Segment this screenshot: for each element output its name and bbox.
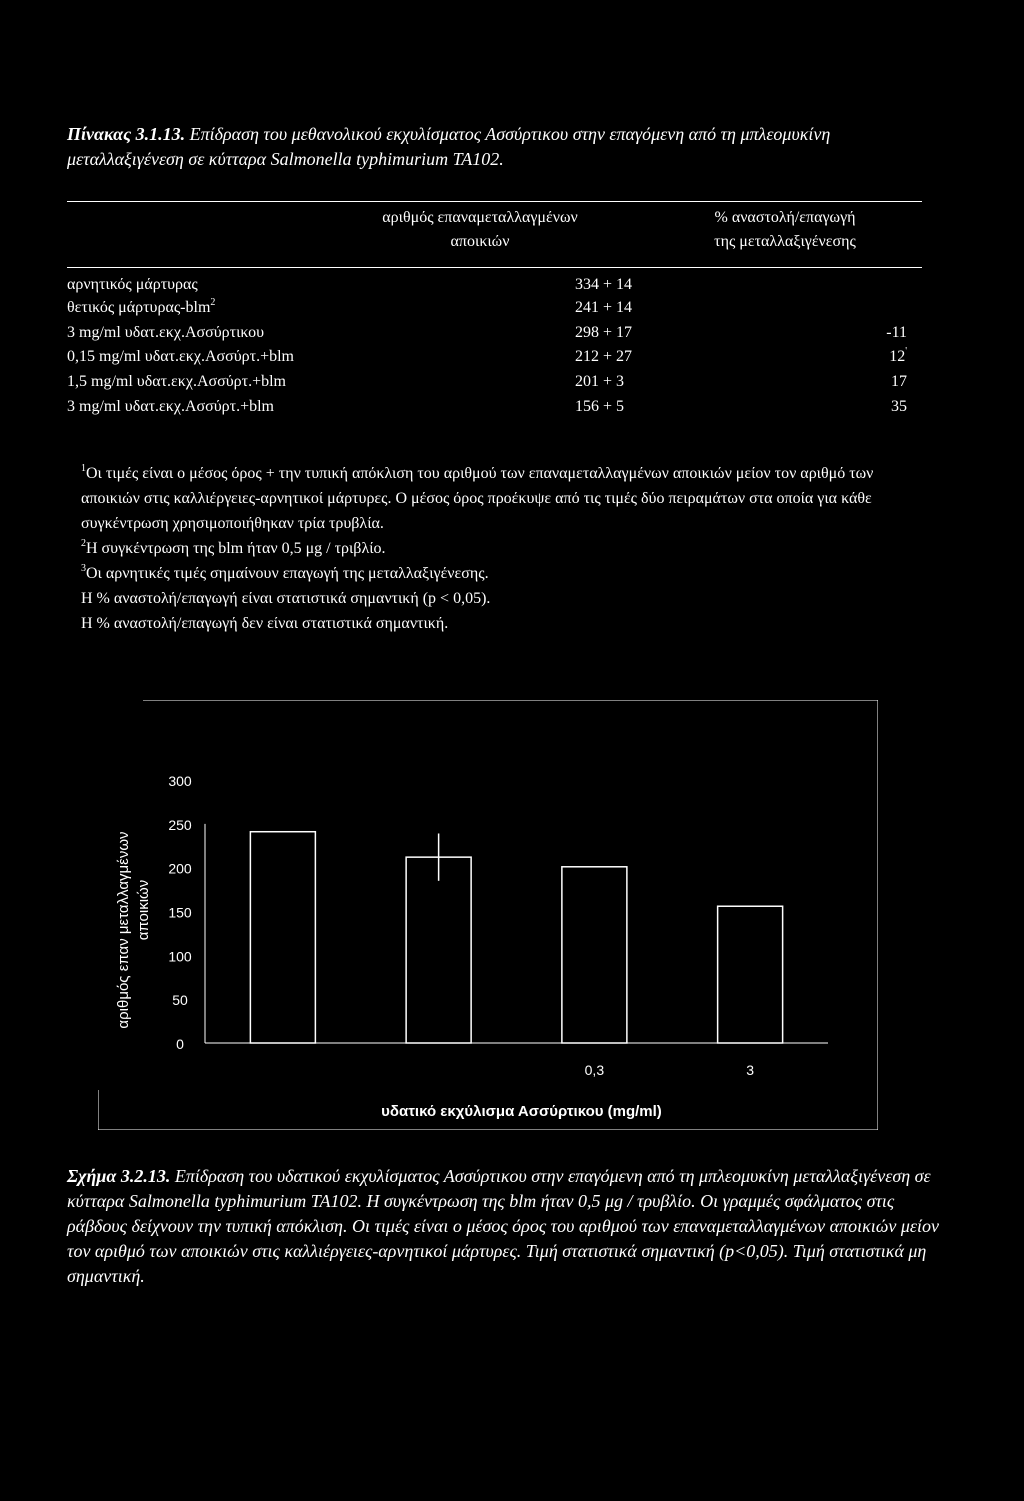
row-label: 1,5 mg/ml υδατ.εκχ.Ασσύρτ.+blm — [67, 373, 286, 390]
footnote-3-mark: 3 — [81, 563, 86, 574]
row-value: 334 + 14 — [575, 276, 633, 293]
y-axis-label: αριθμός επαν μεταλλαγμένων — [115, 831, 132, 1029]
row-value: 212 + 27 — [575, 348, 633, 365]
bar-chart — [98, 700, 878, 1130]
table-footnotes — [81, 461, 911, 636]
table-header-percent-line1: % αναστολή/επαγωγή — [714, 209, 856, 226]
row-percent: 35 — [891, 398, 907, 415]
y-tick-label: 0 — [176, 1036, 184, 1052]
table-row — [67, 299, 907, 323]
x-tick-label: 3 — [746, 1062, 755, 1078]
figure-caption — [67, 1164, 947, 1289]
row-label: 3 mg/ml υδατ.εκχ.Ασσύρτικου — [67, 324, 265, 341]
footnote-2 — [81, 536, 911, 561]
footnote-4: Η % αναστολή/επαγωγή είναι στατιστικά σημαντική (p < 0,05). — [81, 590, 491, 607]
footnote-1 — [81, 461, 911, 536]
y-tick-label: 250 — [168, 816, 192, 833]
bar — [562, 867, 627, 1043]
table-header-percent-line2: της μεταλλαξιγένεσης — [714, 233, 856, 250]
x-tick-label: 0,3 — [584, 1062, 605, 1078]
table-row — [67, 324, 907, 348]
row-value: 241 + 14 — [575, 299, 633, 316]
row-label: 0,15 mg/ml υδατ.εκχ.Ασσύρτ.+blm — [67, 348, 294, 365]
bar — [250, 832, 315, 1043]
y-tick-label: 200 — [168, 860, 192, 877]
table-caption — [67, 122, 947, 172]
table-caption-label: Πίνακας 3.1.13. — [67, 124, 186, 144]
y-tick-label: 150 — [168, 904, 192, 921]
bar — [718, 906, 783, 1043]
footnote-1-mark: 1 — [81, 463, 86, 474]
table-header-count-line1: αριθμός επαναμεταλλαγμένων — [382, 209, 578, 226]
table-header-percent — [660, 206, 910, 254]
table-row — [67, 373, 907, 397]
figure-caption-text: Επίδραση του υδατικού εκχυλίσματος Ασσύρτικου στην επαγόμενη από τη μπλεομυκίνη μεταλλαξιγένεση σε κύτταρα Salmonella typhimurium TA102. Η συγκέντρωση της blm ήταν 0,5 μg / τρυβλίο. Οι γραμμές σφάλματος στις ράβδους δείχνουν την τυπική απόκλιση. Οι τιμές είναι ο μέσος όρος του αριθμού των επαναμεταλλαγμένων αποικιών μείον τον αριθμό των αποικιών στις καλλιέργειες-αρνητικοί μάρτυρες. Τιμή στατιστικά σημαντική (p<0,05). Τιμή στατιστικά μη σημαντική. — [67, 1166, 939, 1286]
table-header-rule — [67, 267, 922, 268]
row-label-sup: 2 — [210, 297, 216, 308]
row-percent: 12 — [889, 348, 906, 365]
y-tick-label: 50 — [172, 992, 188, 1009]
row-value: 201 + 3 — [575, 373, 625, 390]
table-row — [67, 276, 907, 300]
footnote-3 — [81, 561, 911, 586]
row-label: αρνητικός μάρτυρας — [67, 276, 198, 293]
row-percent: -11 — [886, 324, 907, 341]
figure-caption-label: Σχήμα 3.2.13. — [67, 1166, 171, 1186]
y-axis-label: αποικιών — [135, 879, 152, 941]
footnote-3-text: Οι αρνητικές τιμές σημαίνουν επαγωγή της μεταλλαξιγένεσης. — [86, 565, 489, 582]
row-label: θετικός μάρτυρας-blm — [67, 299, 211, 316]
table-top-rule — [67, 201, 922, 202]
row-label: 3 mg/ml υδατ.εκχ.Ασσύρτ.+blm — [67, 398, 274, 415]
table-row — [67, 398, 907, 422]
y-tick-label: 300 — [168, 773, 192, 789]
table-header-count-line2: αποικιών — [450, 233, 510, 250]
bar — [406, 857, 471, 1043]
table-row — [67, 348, 907, 372]
row-value: 156 + 5 — [575, 398, 625, 415]
footnote-1-text: Οι τιμές είναι ο μέσος όρος + την τυπική απόκλιση του αριθμού των επαναμεταλλαγμένων αποικιών μείον τον αριθμό των αποικιών στις καλλιέργειες-αρνητικοί μάρτυρες. Ο μέσος όρος προέκυψε από τις τιμές δύο πειραμάτων στα οποία για κάθε συγκέντρωση χρησιμοποιήθηκαν τρία τρυβλία. — [81, 465, 874, 532]
footnote-2-mark: 2 — [81, 538, 86, 549]
row-percent-mark: ' — [905, 346, 907, 357]
table-caption-text: Επίδραση του μεθανολικού εκχυλίσματος Ασσύρτικου στην επαγόμενη από τη μπλεομυκίνη μεταλλαξιγένεση σε κύτταρα Salmonella typhimurium TA102. — [67, 124, 831, 169]
footnote-2-text: Η συγκέντρωση της blm ήταν 0,5 μg / τριβλίο. — [86, 540, 386, 557]
row-value: 298 + 17 — [575, 324, 633, 341]
footnote-5: Η % αναστολή/επαγωγή δεν είναι στατιστικά σημαντική. — [81, 615, 449, 632]
y-tick-label: 100 — [168, 948, 192, 965]
row-percent: 17 — [891, 373, 907, 390]
table-header-count — [330, 206, 630, 254]
x-axis-label: υδατικό εκχύλισμα Ασσύρτικου (mg/ml) — [381, 1103, 662, 1120]
